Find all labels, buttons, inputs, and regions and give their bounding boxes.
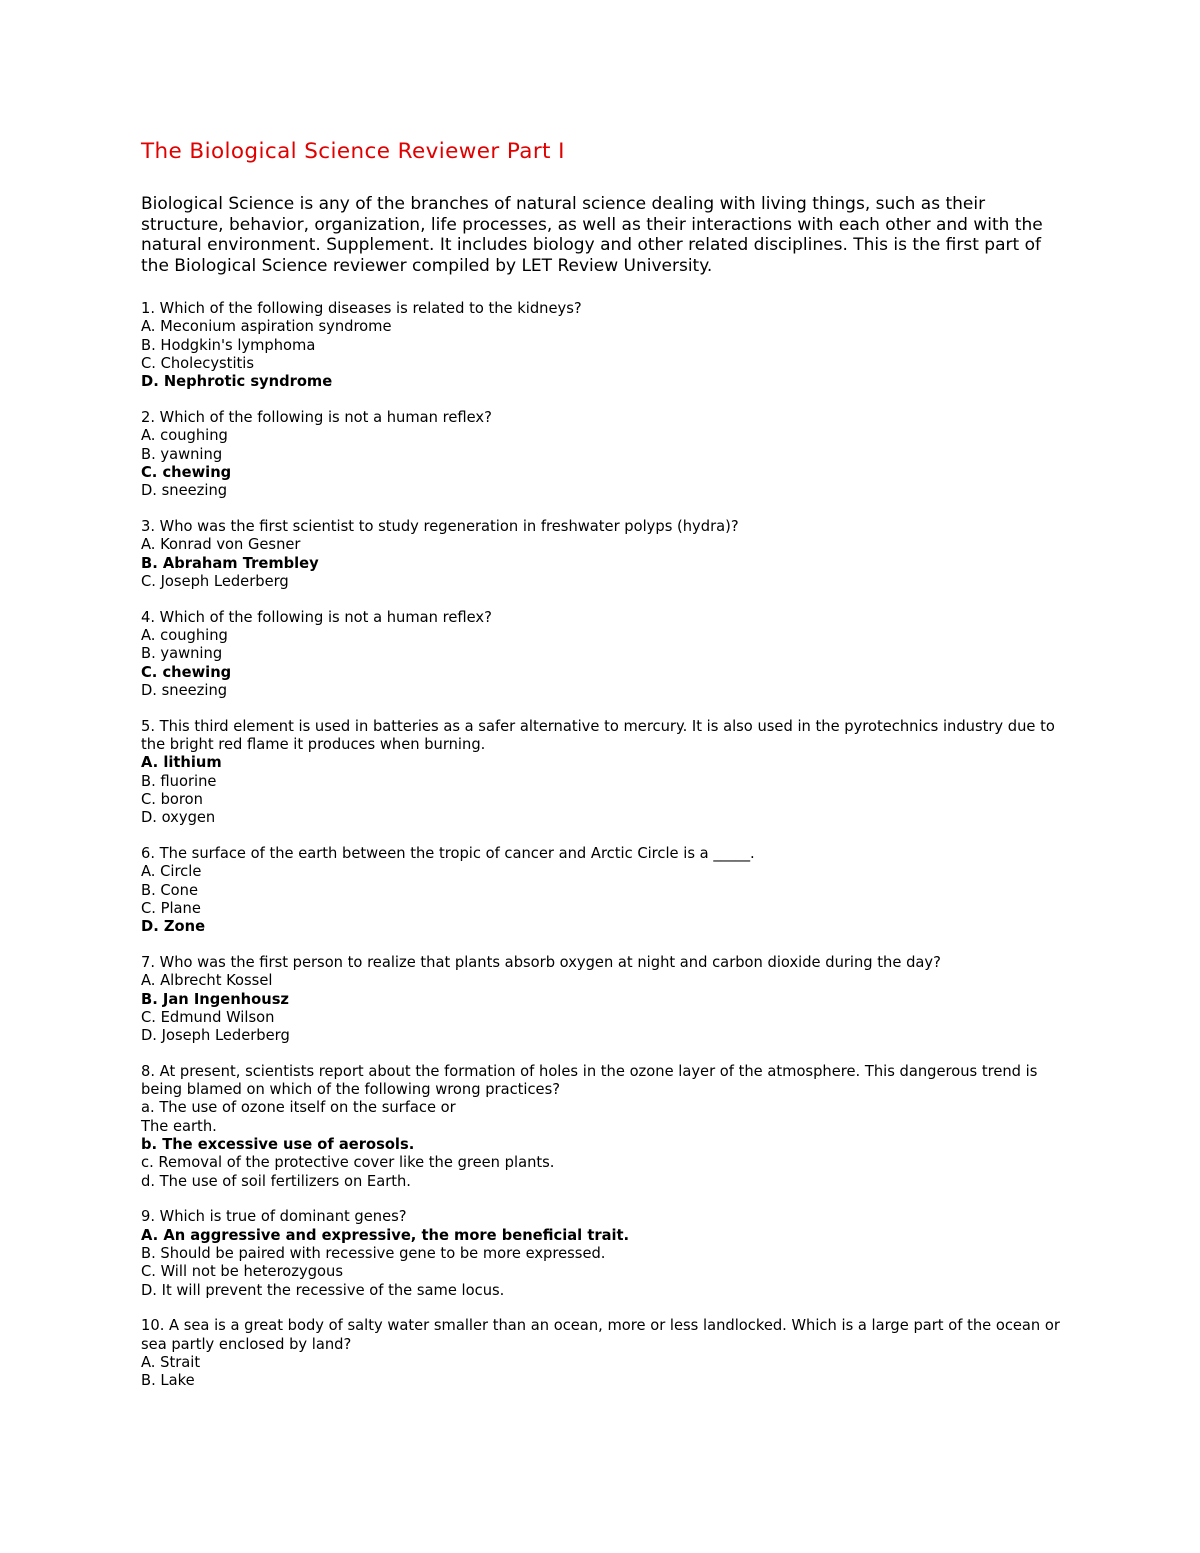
- question-block: [141, 1208, 1066, 1299]
- answer-option: B. fluorine: [141, 772, 217, 790]
- question-block: [141, 954, 1066, 1045]
- question-block: [141, 845, 1066, 936]
- answer-option: A. Albrecht Kossel: [141, 972, 273, 990]
- answer-option: C. boron: [141, 790, 203, 808]
- answer-option-correct: C. chewing: [141, 663, 232, 681]
- answer-option: B. Hodgkin's lymphoma: [141, 336, 316, 354]
- answer-option: C. Will not be heterozygous: [141, 1263, 343, 1281]
- answer-option: D. sneezing: [141, 681, 228, 699]
- question-stem: 2. Which of the following is not a human reflex?: [141, 408, 492, 426]
- question-stem: 1. Which of the following diseases is related to the kidneys?: [141, 300, 582, 317]
- answer-option-correct: B. Jan Ingenhousz: [141, 990, 289, 1008]
- answer-option: B. Lake: [141, 1372, 195, 1390]
- answer-option: C. Cholecystitis: [141, 354, 255, 372]
- answer-option: D. It will prevent the recessive of the same locus.: [141, 1281, 505, 1299]
- question-stem: 3. Who was the first scientist to study regeneration in freshwater polyps (hydra)?: [141, 517, 739, 535]
- question-stem: 4. Which of the following is not a human reflex?: [141, 608, 492, 626]
- question-stem: 7. Who was the first person to realize that plants absorb oxygen at night and carbon dioxide during the day?: [141, 953, 941, 971]
- question-stem: 8. At present, scientists report about the formation of holes in the ozone layer of the atmosphere. This dangerous trend is being blamed on which of the following wrong practices?: [141, 1062, 1038, 1099]
- answer-option-correct: D. Zone: [141, 918, 206, 936]
- answer-option: A. coughing: [141, 427, 228, 445]
- answer-option-correct: C. chewing: [141, 463, 232, 481]
- answer-option: A. Strait: [141, 1354, 201, 1372]
- answer-option: D. sneezing: [141, 482, 228, 500]
- answer-option-correct: D. Nephrotic syndrome: [141, 373, 333, 391]
- answer-option: A. Konrad von Gesner: [141, 536, 301, 554]
- question-block: [141, 1317, 1066, 1390]
- answer-option: A. Meconium aspiration syndrome: [141, 318, 392, 336]
- question-stem: 10. A sea is a great body of salty water smaller than an ocean, more or less landlocked. Which is a large part of the ocean or sea partly enclosed by land?: [141, 1317, 1060, 1353]
- answer-option: a. The use of ozone itself on the surface or: [141, 1099, 456, 1117]
- document-title: The Biological Science Reviewer Part I: [141, 139, 565, 164]
- answer-option: B. Cone: [141, 881, 199, 899]
- question-block: [141, 300, 1066, 391]
- question-stem: 6. The surface of the earth between the tropic of cancer and Arctic Circle is a _____.: [141, 844, 755, 862]
- question-stem: 9. Which is true of dominant genes?: [141, 1208, 407, 1226]
- question-block: [141, 409, 1066, 500]
- answer-option: B. Should be paired with recessive gene to be more expressed.: [141, 1245, 606, 1263]
- answer-option-correct: A. An aggressive and expressive, the more beneficial trait.: [141, 1226, 630, 1244]
- answer-option: A. Circle: [141, 863, 202, 881]
- answer-option: C. Edmund Wilson: [141, 1008, 275, 1026]
- answer-option-correct: A. lithium: [141, 754, 222, 772]
- question-block: [141, 718, 1066, 828]
- intro-paragraph: Biological Science is any of the branches of natural science dealing with living things, such as their structure, behavior, organization, life processes, as well as their interactions with each other and with the natural environment. Supplement. It includes biology and other related disciplines. This is the first part of the Biological Science reviewer compiled by LET Review University.: [141, 194, 1043, 277]
- answer-option: B. yawning: [141, 445, 223, 463]
- answer-option: The earth.: [141, 1117, 217, 1135]
- answer-option: C. Plane: [141, 899, 201, 917]
- question-block: [141, 609, 1066, 700]
- answer-option: c. Removal of the protective cover like the green plants.: [141, 1154, 555, 1172]
- answer-option: C. Joseph Lederberg: [141, 572, 289, 590]
- question-stem: 5. This third element is used in batteries as a safer alternative to mercury. It is also used in the pyrotechnics industry due to the bright red flame it produces when burning.: [141, 717, 1055, 753]
- answer-option: B. yawning: [141, 645, 223, 663]
- answer-option-correct: B. Abraham Trembley: [141, 554, 319, 572]
- answer-option: A. coughing: [141, 626, 228, 644]
- answer-option-correct: b. The excessive use of aerosols.: [141, 1136, 415, 1154]
- answer-option: D. Joseph Lederberg: [141, 1027, 290, 1045]
- answer-option: d. The use of soil fertilizers on Earth.: [141, 1172, 411, 1190]
- question-block: [141, 518, 1066, 591]
- answer-option: D. oxygen: [141, 809, 216, 827]
- question-list: [141, 300, 1066, 1408]
- question-block: [141, 1063, 1066, 1191]
